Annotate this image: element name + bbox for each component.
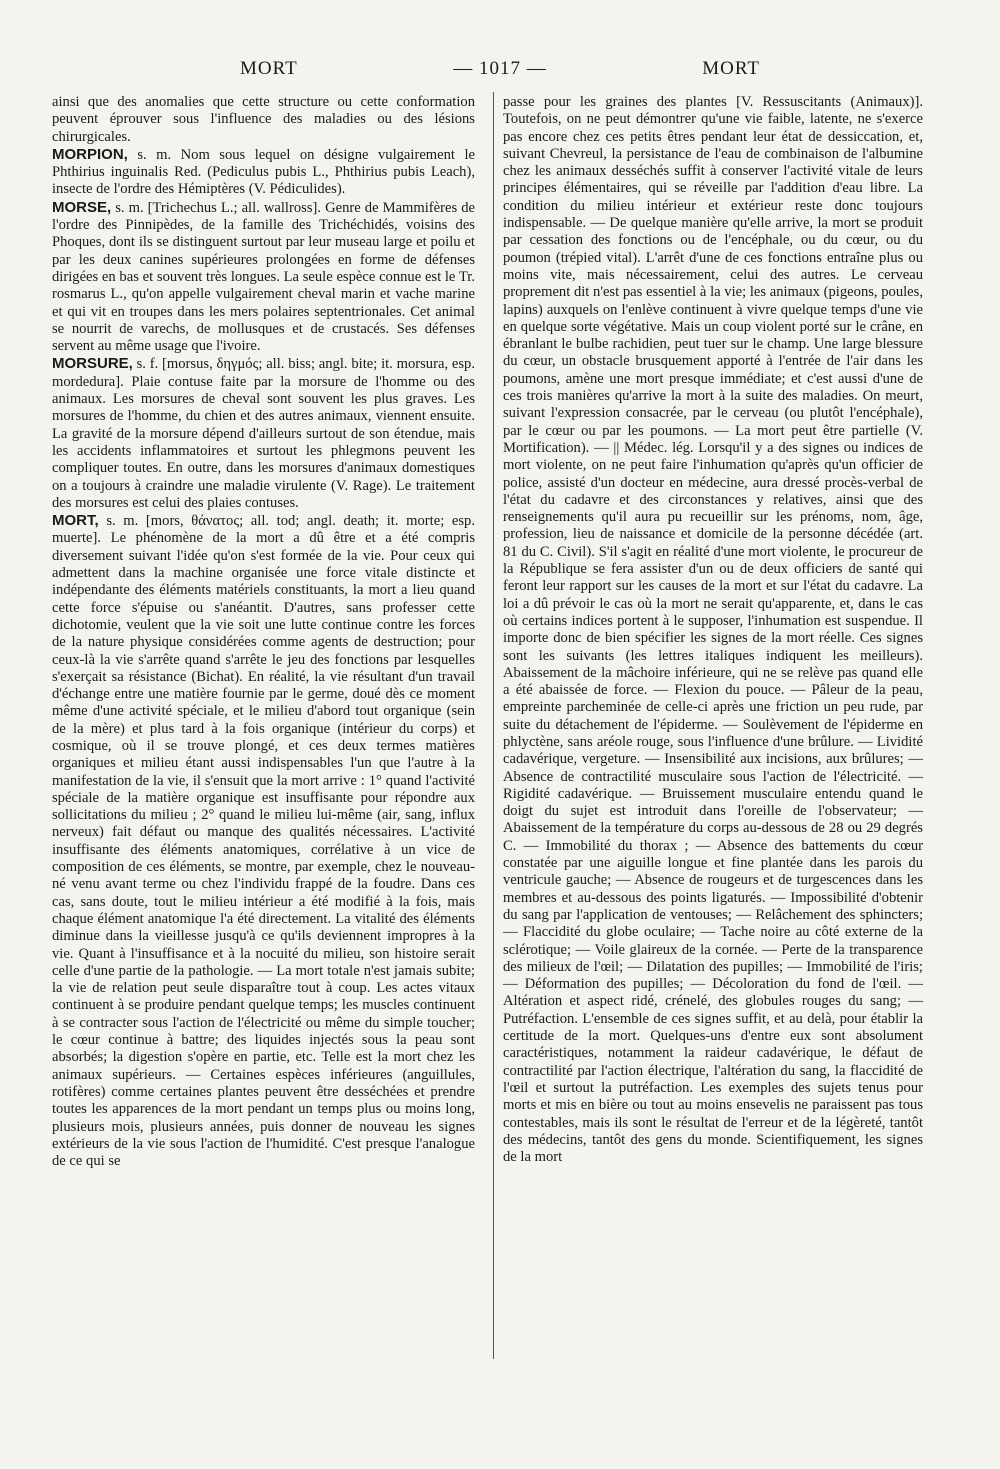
column-divider — [493, 92, 494, 1359]
headword-mort: MORT, — [52, 512, 99, 530]
entry-mort-continued: passe pour les graines des plantes [V. Ressuscitants (Animaux)]. Toutefois, on ne peut démontrer qu'une vie faible, latente, ne s'exerce pas encore chez ces petits êtres pendant leur état de dessiccation, et, suivant Chevreul, la persistance de l'eau de combinaison de l'albumine chez les animaux desséchés suffit à conserver l'activité vitale de leurs principes élémentaires, qui se réveille par l'addition d'eau libre. La condition du milieu intérieur et extérieur reste donc toujours indispensable. — De quelque manière qu'elle arrive, la mort se produit par cessation des fonctions ou de l'encéphale, ou du cœur, ou du poumon (trépied vital). L'arrêt d'une de ces fonctions entraîne plus ou moins vite, mais nécessairement, celui des autres. Le cerveau proprement dit n'est pas essentiel à la vie; les animaux (pigeons, poules, lapins) auxquels on l'enlève continuent à vivre quelque temps d'une vie en quelque sorte végétative. Mais un coup violent porté sur le crâne, en ébranlant le bulbe rachidien, peut tuer sur le champ. Une large blessure du cœur, un obstacle brusquement apporté à l'entrée de l'air dans les poumons, amène une mort presque immédiate; et c'est aussi d'une de ces trois manières qu'arrive la mort à la suite des maladies. On meurt, suivant l'expression consacrée, par le cerveau (ou plutôt l'encéphale), par le cœur ou par les poumons. — La mort peut être partielle (V. Mortification). — || Médec. lég. Lorsqu'il y a des signes ou indices de mort violente, on ne peut faire l'inhumation qu'après qu'un officier de police, assisté d'un docteur en médecine, aura dressé procès-verbal de l'état du cadavre et des circonstances y relatives, ainsi que des renseignements qu'il aura pu recueillir sur les prénoms, nom, âge, profession, lieu de naissance et domicile de la personne décédée (art. 81 du C. Civil). S'il s'agit en réalité d'une mort violente, le procureur de la République se fera assister d'un ou de deux officiers de santé qui feront leur rapport sur les causes de la mort et sur l'état du cadavre. La loi a dû prévoir le cas où la mort ne serait qu'apparente, et, dans le cas où certains indices portent à le supposer, l'inhumation est suspendue. Il importe donc de bien spécifier les signes de la mort réelle. Ces signes sont les suivants (les lettres italiques indiquent les meilleurs). Abaissement de la mâchoire inférieure, qui ne se relève pas quand elle a été abaissée de force. — Flexion du pouce. — Pâleur de la peau, empreinte parcheminée de celle-ci après une friction un peu rude, par suite du détachement de l'épiderme. — Soulèvement de l'épiderme en phlyctène, sans aréole rouge, sous l'influence d'une brûlure. — Lividité cadavérique, vergeture. — Insensibilité aux incisions, aux brûlures; — Absence de contractilité musculaire sous l'action de l'électricité. — Rigidité cadavérique. — Bruissement musculaire entendu quand le doigt du sujet est introduit dans l'oreille de l'observateur; — Abaissement de la température du corps au-dessous de 28 ou 29 degrés C. — Immobilité du thorax ; — Absence des battements du cœur constatée par une aiguille longue et fine plantée dans les parois du ventricule gauche; — Absence de rougeurs et de turgescences dans les membres et au-dessous des points ligaturés. — Impossibilité d'obtenir du sang par l'application de ventouses; — Relâchement des sphincters; — Flaccidité du globe oculaire; — Tache noire au côté externe de la sclérotique; — Voile glaireux de la cornée. — Perte de la transparence des milieux de l'œil; — Dilatation des pupilles; — Immobilité de l'iris; — Déformation des pupilles; — Décoloration du fond de l'œil. — Altération et aspect ridé, crénelé, des globules rouges du sang; — Putréfaction. L'ensemble de ces signes suffit, et au delà, pour établir la certitude de la mort. Quelques-uns d'entre eux sont absolument caractéristiques, notamment la raideur cadavérique, le défaut de contractilité par l'action électrique, l'altération du sang, la flaccidité de l'œil et surtout la putréfaction. Les exemples des sujets tenus pour morts et mis en bière ou tout au moins ensevelis ne paraissent pas tous contestables, mais ils sont le résultat de l'erreur et de la légèreté, tantôt des médecins, tantôt des gens du monde. Scientifiquement, les signes de la mort — [503, 94, 923, 1166]
entry-morsure-text: s. f. [morsus, δηγμός; all. biss; angl. bite; it. morsura, esp. mordedura]. Plaie contuse faite par la morsure de l'homme ou des animaux. Les morsures de cheval sont souvent les plus graves. Les morsures de l'homme, du chien et des autres animaux, viennent ensuite. La gravité de la morsure dépend d'ailleurs surtout de son étendue, mais les accidents inflammatoires et surtout les phlegmons peuvent les compliquer toutes. En outre, dans les morsures d'animaux domestiques on a toujours à craindre une maladie virulente (V. Rage). Le traitement des morsures est celui des plaies contuses. — [52, 356, 475, 511]
entry-mort — [52, 512, 475, 1170]
entry-mort-text: s. m. [mors, θάνατος; all. tod; angl. death; it. morte; esp. muerte]. Le phénomène de la mort a dû être et a été compris diversement suivant l'idée qu'on s'est formée de la vie. Pour ceux qui admettent dans la machine organisée une force vitale distincte et indépendante des éléments matériels constituants, la mort a lieu quand cette force s'épuise ou s'anéantit. D'autres, sans professer cette dichotomie, veulent que la vie soit une lutte continue contre les forces de la nature physique considérées comme agents de destruction; pour ceux-là la vie s'arrête quand s'arrête le jeu des fonctions par lesquelles s'exerçait sa résistance (Bichat). En réalité, la vie résultant d'un travail d'échange entre une matière fournie par le germe, doué dès ce moment même d'une activité spéciale, et le milieu d'abord tout organique (sein de la mère) et plus tard à la fois organique (intérieur du corps) et cosmique, où il se trouve plongé, et ces deux termes matières organiques et milieu étant aussi indispensables l'un que l'autre à la manifestation de la vie, il s'ensuit que la mort arrive : 1° quand l'activité spéciale de la matière organique est insuffisante pour répondre aux sollicitations du milieu ; 2° quand le milieu lui-même (air, sang, influx nerveux) fait défaut ou manque des qualités nécessaires. L'activité insuffisante des éléments anatomiques, corrélative à un vice de composition de ces éléments, se montre, par exemple, chez le nouveau-né venu avant terme ou chez l'individu frappé de la foudre. Dans ces cas, sans doute, tout le milieu intérieur a été modifié à la fois, mais chaque élément anatomique l'a été directement. La vitalité des éléments diminue dans la vieillesse jusqu'à ce qu'ils deviennent impropres à la vie. Quant à l'insuffisance et à la nocuité du milieu, son histoire serait celle d'une partie de la pathologie. — La mort totale n'est jamais subite; la vie de relation peut seule disparaître tout à coup. Les actes vitaux continuent à se produire pendant quelque temps; les muscles continuent à se contracter sous l'action de l'électricité ou même du simple toucher; le cœur continue à battre; des liquides injectés sous la peau sont absorbés; la digestion s'opère en partie, etc. Telle est la mort chez les animaux supérieurs. — Certaines espèces inférieures (anguillules, rotifères) comme certaines plantes peuvent être desséchées et prendre toutes les apparences de la mort pendant un temps plus ou moins long, plusieurs mois, plusieurs années, puis donner de nouveau les signes extérieurs de la vie sous l'action de l'humidité. C'est presque l'analogue de ce qui se — [52, 513, 475, 1170]
headword-morsure: MORSURE, — [52, 355, 133, 373]
entry-morse-text: s. m. [Trichechus L.; all. wallross]. Genre de Mammifères de l'ordre des Pinnipèdes, de la famille des Trichéchidés, voisins des Phoques, dont ils se distinguent surtout par leur museau large et poilu et par les deux canines supérieures prolongées en forme de défenses dirigées en bas et souvent très longues. La seule espèce connue est le Tr. rosmarus L., qu'on appelle vulgairement cheval marin et vache marine et qui vit en troupes dans les mers polaires septentrionales. Cet animal se nourrit de varechs, de mollusques et de crustacés. Ses défenses servent au même usage que l'ivoire. — [52, 199, 475, 355]
entry-morsure — [52, 355, 475, 512]
headword-morse: MORSE, — [52, 198, 112, 216]
page-number: — 1017 — — [453, 58, 547, 79]
right-column — [503, 94, 923, 1166]
entry-morse — [52, 199, 475, 356]
header-left-word: MORT — [240, 58, 298, 79]
entry-morpion-text: s. m. Nom sous lequel on désigne vulgairement le Phthirius inguinalis Red. (Pediculus pubis L., Phthirius pubis Leach), insecte de l'ordre des Hémiptères (V. Pédiculides). — [52, 146, 475, 198]
header-right-word: MORT — [702, 58, 760, 79]
continuation-paragraph: ainsi que des anomalies que cette structure ou cette conformation peuvent éprouver sous l'influence des maladies ou des lésions chirurgicales. — [52, 94, 475, 145]
headword-morpion: MORPION, — [52, 145, 128, 163]
entry-morpion — [52, 146, 475, 199]
running-header — [52, 58, 948, 88]
left-column — [52, 94, 475, 1170]
